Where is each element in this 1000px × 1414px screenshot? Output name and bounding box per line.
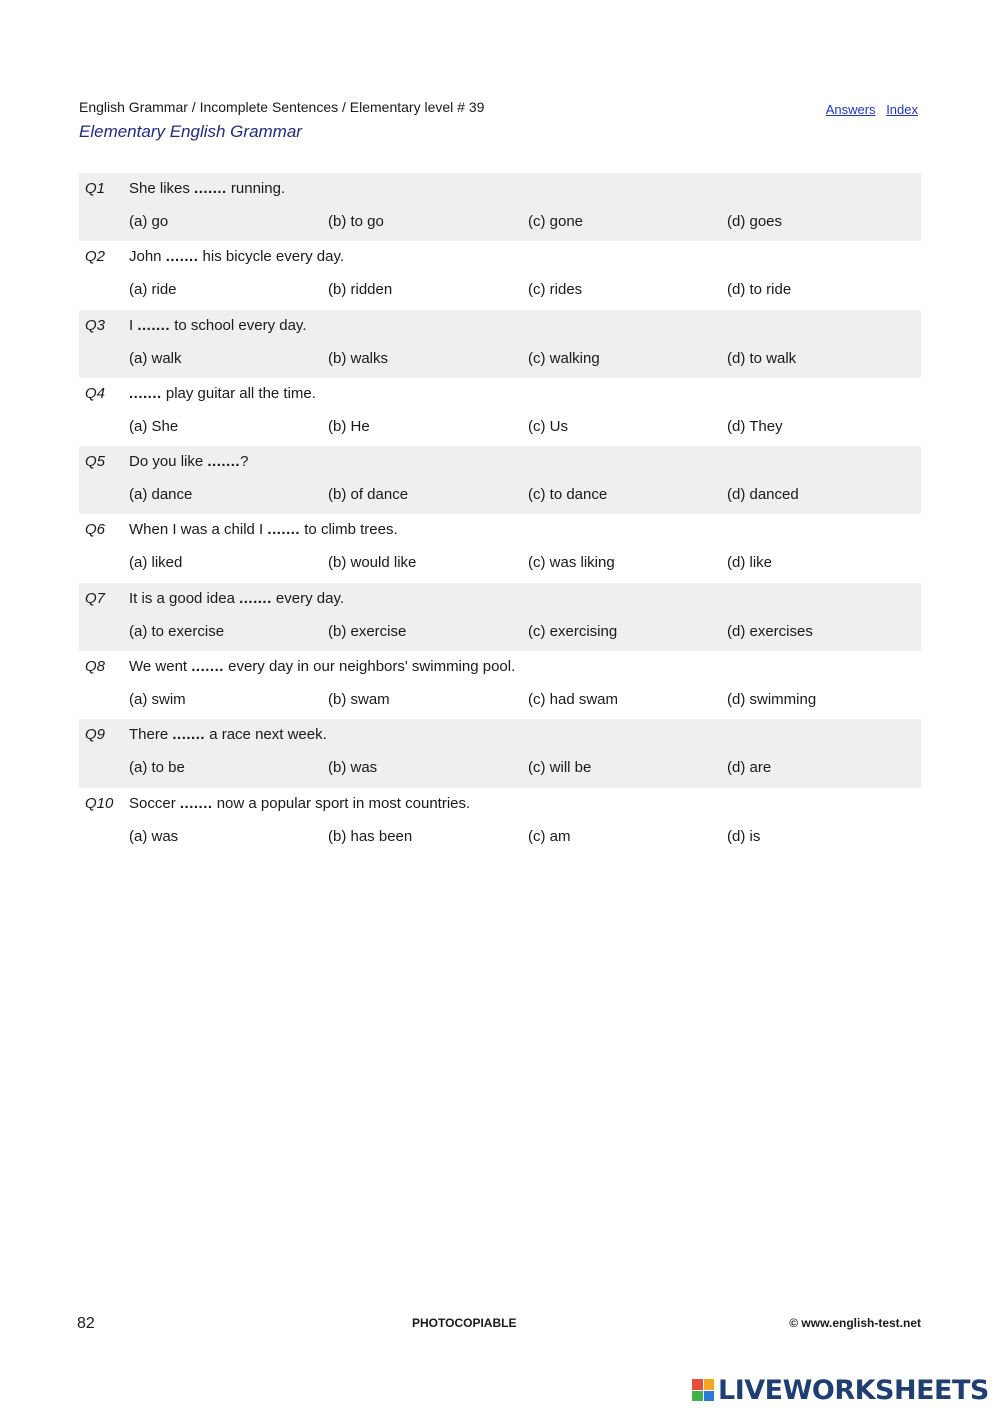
question-number: Q6 [85, 521, 106, 539]
question-item [79, 651, 921, 719]
question-text-after: now a popular sport in most countries. [212, 794, 471, 812]
question-text-before: When I was a child I [129, 521, 268, 539]
question-number: Q10 [85, 794, 114, 812]
footer-photocopiable: PHOTOCOPIABLE [412, 1316, 517, 1330]
answer-option-a[interactable]: (a) to exercise [129, 622, 225, 640]
question-text [129, 385, 316, 402]
answer-option-b[interactable]: (b) of dance [328, 486, 409, 504]
answer-option-b[interactable]: (b) exercise [328, 622, 407, 640]
answer-option-c[interactable]: (c) gone [528, 213, 584, 230]
question-text-after: his bicycle every day. [198, 248, 345, 266]
answer-option-b[interactable]: (b) ridden [328, 281, 393, 299]
question-text [129, 726, 327, 743]
question-number: Q5 [85, 453, 106, 471]
answer-option-a[interactable]: (a) She [129, 417, 179, 435]
answers-link[interactable]: Answers [825, 102, 876, 117]
answer-option-b[interactable]: (b) swam [328, 691, 390, 709]
question-item [79, 173, 921, 241]
answer-option-a[interactable]: (a) was [129, 827, 179, 845]
question-text [129, 658, 515, 675]
question-item [79, 241, 921, 309]
question-item [79, 446, 921, 514]
answer-option-c[interactable]: (c) am [528, 827, 571, 845]
question-item [79, 788, 921, 856]
answer-option-d[interactable]: (d) danced [727, 486, 799, 504]
answer-option-b[interactable]: (b) would like [328, 554, 417, 572]
question-item [79, 719, 921, 787]
answer-option-c[interactable]: (c) walking [528, 349, 600, 367]
answer-option-d[interactable]: (d) to ride [727, 281, 792, 299]
answer-gap[interactable]: ....... [207, 453, 241, 471]
answer-option-a[interactable]: (a) go [129, 213, 169, 230]
question-item [79, 583, 921, 651]
question-number: Q8 [85, 658, 106, 676]
logo-text: LIVEWORKSHEETS [718, 1374, 989, 1406]
answer-option-d[interactable]: (d) to walk [727, 349, 797, 367]
header-links [819, 102, 918, 117]
answer-option-b[interactable]: (b) was [328, 759, 378, 777]
question-text-after: every day in our neighbors' swimming pool. [223, 658, 516, 676]
question-text [129, 453, 248, 470]
index-link[interactable]: Index [886, 102, 918, 117]
answer-option-d[interactable]: (d) exercises [727, 622, 813, 640]
answer-option-c[interactable]: (c) Us [528, 417, 568, 435]
answer-gap[interactable]: ....... [239, 589, 272, 607]
answer-gap[interactable]: ....... [172, 726, 206, 744]
question-text-after: running. [226, 180, 286, 197]
question-text-after: to climb trees. [300, 521, 398, 539]
question-text-before: There [129, 726, 173, 744]
question-text [129, 180, 285, 197]
question-text-before: John [129, 248, 166, 266]
answer-option-b[interactable]: (b) has been [328, 827, 413, 845]
answer-gap[interactable]: ....... [129, 384, 162, 402]
liveworksheets-logo [692, 1374, 989, 1406]
answer-gap[interactable]: ....... [194, 180, 227, 197]
answer-gap[interactable]: ....... [191, 658, 224, 676]
answer-option-d[interactable]: (d) goes [727, 213, 783, 230]
answer-option-d[interactable]: (d) They [727, 417, 783, 435]
answer-option-a[interactable]: (a) swim [129, 691, 186, 709]
question-text-before: Soccer [129, 794, 180, 812]
answer-option-d[interactable]: (d) is [727, 827, 761, 845]
question-item [79, 378, 921, 446]
answer-gap[interactable]: ....... [267, 521, 301, 539]
question-text-before: I [129, 316, 138, 334]
question-text-after: play guitar all the time. [161, 384, 316, 402]
answer-option-a[interactable]: (a) to be [129, 759, 185, 777]
question-text-after: to school every day. [170, 316, 307, 334]
question-item [79, 514, 921, 582]
question-text-before: We went [129, 658, 192, 676]
answer-option-c[interactable]: (c) to dance [528, 486, 608, 504]
answer-option-a[interactable]: (a) walk [129, 349, 182, 367]
question-text-after: every day. [271, 589, 345, 607]
answer-option-c[interactable]: (c) will be [528, 759, 592, 777]
question-text [129, 317, 307, 334]
question-number: Q1 [85, 180, 106, 197]
question-number: Q7 [85, 589, 106, 607]
answer-option-d[interactable]: (d) swimming [727, 691, 817, 709]
answer-option-c[interactable]: (c) rides [528, 281, 583, 299]
question-text-before: She likes [129, 180, 195, 197]
question-text [129, 521, 398, 538]
answer-option-a[interactable]: (a) dance [129, 486, 193, 504]
question-number: Q3 [85, 316, 106, 334]
page-title: Elementary English Grammar [79, 122, 302, 141]
footer-copyright: © www.english-test.net [789, 1316, 921, 1330]
answer-option-a[interactable]: (a) liked [129, 554, 183, 572]
question-number: Q2 [85, 248, 106, 266]
answer-option-b[interactable]: (b) to go [328, 213, 384, 230]
liveworksheets-grid-icon [692, 1379, 714, 1401]
question-text-before: Do you like [129, 453, 208, 471]
question-text [129, 248, 344, 265]
question-text-before: It is a good idea [129, 589, 240, 607]
answer-gap[interactable]: ....... [179, 794, 213, 812]
question-text-after: ? [240, 453, 249, 471]
answer-option-c[interactable]: (c) was liking [528, 554, 615, 572]
answer-option-d[interactable]: (d) like [727, 554, 773, 572]
question-text [129, 590, 344, 607]
answer-option-b[interactable]: (b) He [328, 417, 370, 435]
answer-option-b[interactable]: (b) walks [328, 349, 389, 367]
answer-gap[interactable]: ....... [137, 316, 171, 334]
breadcrumb: English Grammar / Incomplete Sentences / Elementary level # 39 [79, 99, 485, 115]
answer-option-c[interactable]: (c) had swam [528, 691, 619, 709]
question-number: Q9 [85, 726, 106, 744]
answer-option-d[interactable]: (d) are [727, 759, 772, 777]
answer-option-c[interactable]: (c) exercising [528, 622, 618, 640]
question-number: Q4 [85, 384, 106, 402]
question-list [79, 173, 921, 856]
question-text-after: a race next week. [205, 726, 327, 744]
page-number: 82 [77, 1315, 95, 1332]
answer-gap[interactable]: ....... [165, 248, 199, 266]
question-item [79, 310, 921, 378]
answer-option-a[interactable]: (a) ride [129, 281, 177, 299]
question-text [129, 795, 470, 812]
